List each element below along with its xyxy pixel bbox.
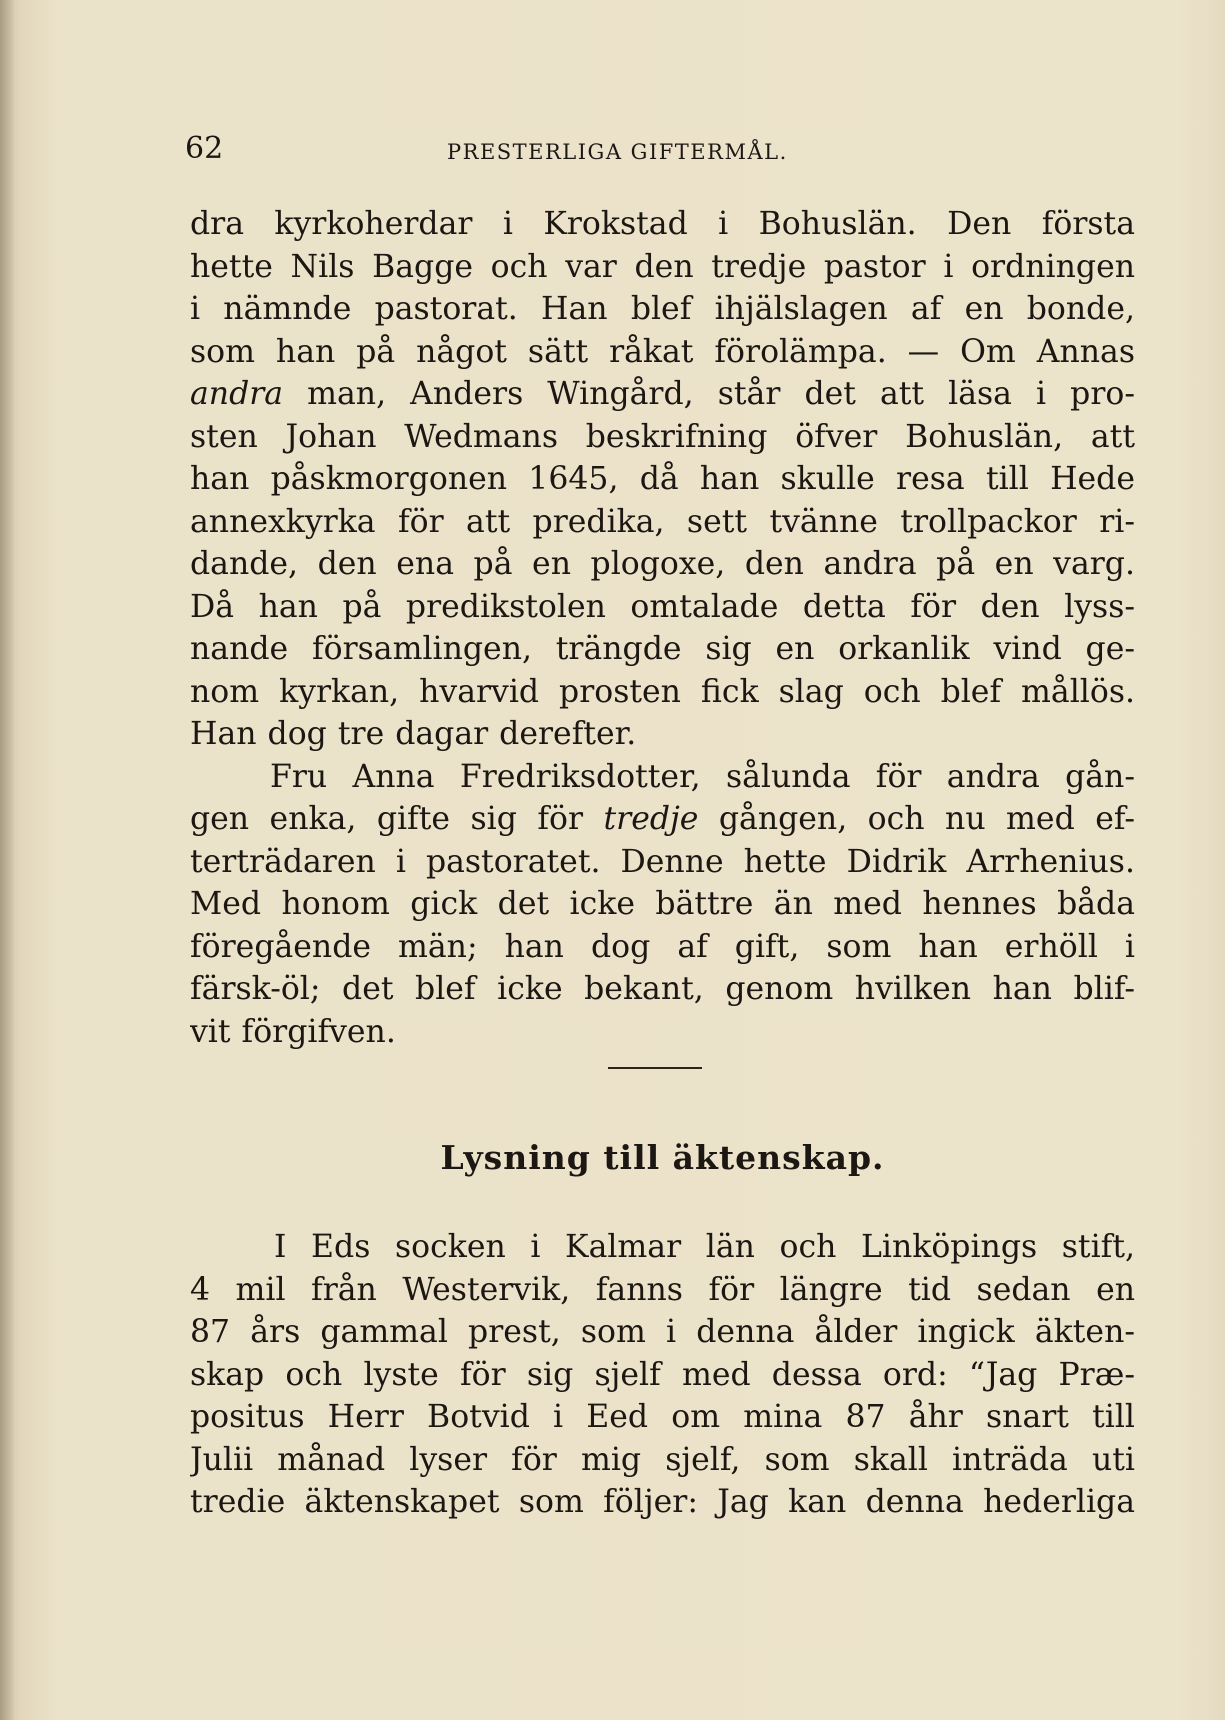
- text-line: Julii månad lyser för mig sjelf, som skall inträda uti: [190, 1441, 1135, 1478]
- text-line: sten Johan Wedmans beskrifning öfver Bohuslän, att: [190, 418, 1135, 455]
- text-line-rest: man, Anders Wingård, står det att läsa i pro-: [307, 376, 1135, 412]
- text-line-end: gången, och nu med ef-: [718, 801, 1135, 837]
- text-line: I Eds socken i Kalmar län och Linköpings stift,: [274, 1229, 1135, 1265]
- text-line: som han på något sätt råkat förolämpa. — Om Annas: [190, 333, 1135, 370]
- text-line: Fru Anna Fredriksdotter, sålunda för andra gån-: [270, 758, 1135, 795]
- text-line: i nämnde pastorat. Han blef ihjälslagen af en bonde,: [190, 291, 1135, 327]
- text-line: positus Herr Botvid i Eed om mina 87 åhr snart till: [190, 1399, 1135, 1435]
- text-line: tredie äktenskapet som följer: Jag kan denna hederliga: [190, 1484, 1135, 1520]
- text-line: annexkyrka för att predika, sett tvänne trollpackor ri-: [190, 503, 1135, 540]
- text-line: Då han på predikstolen omtalade detta för den lyss-: [190, 588, 1135, 625]
- text-line: nom kyrkan, hvarvid prosten fick slag och blef mållös.: [190, 673, 1135, 710]
- text-line-with-italic: [190, 798, 1135, 841]
- text-line: föregående män; han dog af gift, som han erhöll i: [190, 928, 1135, 965]
- italic-word-tredje: tredje: [603, 801, 699, 837]
- page-number: 62: [185, 131, 224, 166]
- text-line: han påskmorgonen 1645, då han skulle resa till Hede: [190, 461, 1135, 497]
- text-line: vit förgifven.: [190, 1013, 396, 1050]
- section-divider: [608, 1067, 702, 1069]
- text-line: terträdaren i pastoratet. Denne hette Didrik Arrhenius.: [190, 843, 1135, 880]
- text-line: skap och lyste för sig sjelf med dessa ord: “Jag Præ-: [190, 1356, 1135, 1393]
- text-line-start: gen enka, gifte sig för: [190, 801, 584, 837]
- text-line: 4 mil från Westervik, fanns för längre tid sedan en: [190, 1271, 1135, 1308]
- text-line-with-italic: [190, 373, 1135, 416]
- body-text-upper: [190, 203, 1135, 1053]
- text-line: 87 års gammal prest, som i denna ålder ingick äkten-: [190, 1314, 1135, 1350]
- text-line: dra kyrkoherdar i Krokstad i Bohuslän. Den första: [190, 206, 1135, 242]
- text-line: färsk-öl; det blef icke bekant, genom hvilken han blif-: [190, 971, 1135, 1007]
- body-text-lower: [190, 1226, 1135, 1524]
- text-line: Han dog tre dagar derefter.: [190, 716, 637, 752]
- text-line: nande församlingen, trängde sig en orkanlik vind ge-: [190, 631, 1135, 667]
- running-title: PRESTERLIGA GIFTERMÅL.: [447, 140, 788, 164]
- text-line: hette Nils Bagge och var den tredje pastor i ordningen: [190, 248, 1135, 285]
- text-line: Med honom gick det icke bättre än med hennes båda: [190, 886, 1135, 922]
- text-line: dande, den ena på en plogoxe, den andra på en varg.: [190, 546, 1135, 582]
- running-head: [185, 124, 885, 174]
- section-heading: Lysning till äktenskap.: [440, 1138, 885, 1177]
- binding-edge: [0, 0, 14, 1720]
- italic-word-andra: andra: [190, 376, 284, 412]
